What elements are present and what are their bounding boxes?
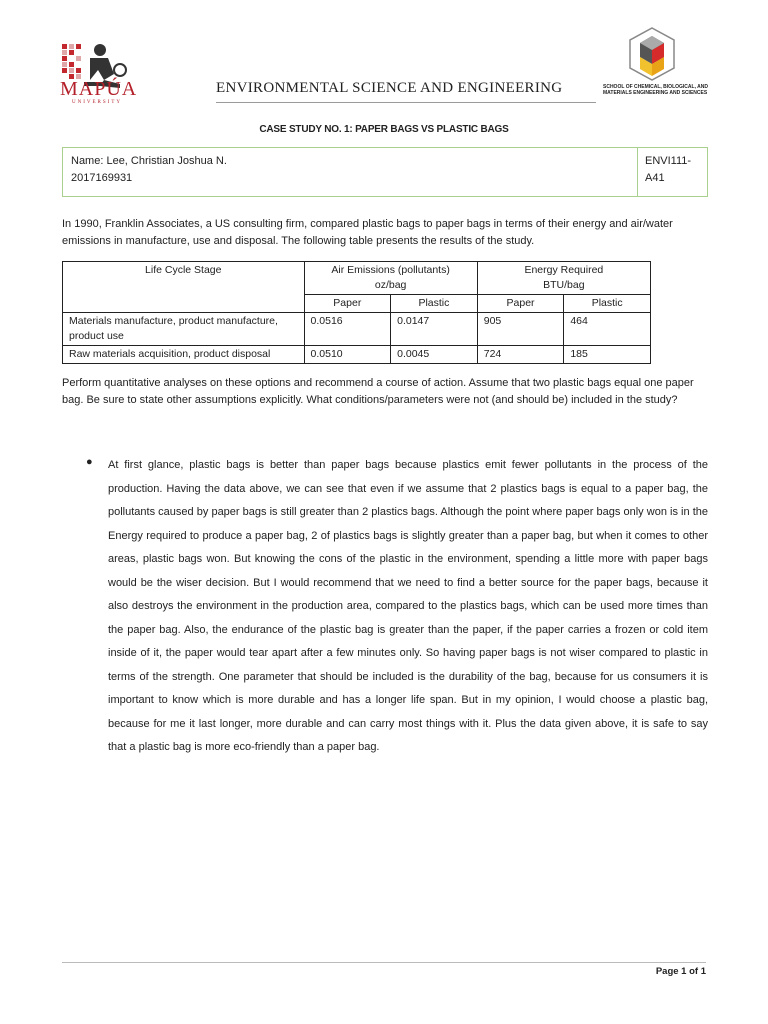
header-life-cycle-stage: Life Cycle Stage <box>63 262 305 313</box>
row-energy-paper: 905 <box>477 313 564 346</box>
subheader-energy-plastic: Plastic <box>564 295 651 313</box>
row-stage: Raw materials acquisition, product disposal <box>63 346 305 364</box>
student-name: Name: Lee, Christian Joshua N. <box>71 155 227 167</box>
header-air-emissions-title: Air Emissions (pollutants) <box>331 264 450 276</box>
subheader-air-paper: Paper <box>304 295 391 313</box>
intro-paragraph: In 1990, Franklin Associates, a US consulting firm, compared plastic bags to paper bags in terms of their energy and air/water emissions in manufacture, use and disposal. The following table presents the results of the study. <box>62 218 673 247</box>
header-air-emissions <box>304 262 477 295</box>
case-study-title: CASE STUDY NO. 1: PAPER BAGS VS PLASTIC BAGS <box>259 124 509 135</box>
school-hexagon-logo-icon <box>626 26 678 82</box>
results-table <box>62 261 651 364</box>
header-divider <box>216 102 596 103</box>
school-name-label: SCHOOL OF CHEMICAL, BIOLOGICAL, AND MATERIALS ENGINEERING AND SCIENCES <box>603 84 708 96</box>
row-energy-plastic: 185 <box>564 346 651 364</box>
row-energy-plastic: 464 <box>564 313 651 346</box>
header-energy-unit: BTU/bag <box>543 279 585 291</box>
course-code <box>645 153 691 187</box>
student-number: 2017169931 <box>71 172 133 184</box>
answer-text: At first glance, plastic bags is better than paper bags because plastics emit fewer pollutants in the process of the production. Having the data above, we can see that even if we assume that 2 plastics bags is equal to a paper bag, the pollutants caused by paper bags is still greater than 2 plastics bags. Although the point where paper bags only won is in the Energy required to produce a paper bag, 2 of plastics bags is slightly greater than a paper bag, but when it comes to other areas, plastic bags won. But knowing the cons of the plastic in the environment, spending a little more with paper bags would be the wiser decision. But I would recommend that we need to find a better source for the paper bags, because it also destroys the environment in the production area, compared to the plastics bags, which can be used more times than the paper bag. Also, the endurance of the plastic bag is greater than the paper, if the paper carries a frozen or cold item inside of it, the paper would tear apart after a few minutes only. So having paper bags is not wiser compared to plastic in terms of the strength. One parameter that should be included is the durability of the bag, because for us consumers it is important to know which is more durable and has a longer life span. But in my opinion, I would choose a plastic bag, because for me it last longer, more durable and can carry most things with it. Plus the data given above, it is safe to say that a plastic bag is more eco-friendly than a paper bag. <box>108 459 708 753</box>
table-header-row <box>63 262 651 295</box>
subheader-air-plastic: Plastic <box>391 295 478 313</box>
mapua-wordmark: MAPÚA <box>60 78 138 100</box>
page-header <box>0 22 768 112</box>
header-air-emissions-unit: oz/bag <box>374 279 407 291</box>
student-info-left-cell <box>63 148 638 196</box>
row-air-paper: 0.0510 <box>304 346 391 364</box>
department-title: ENVIRONMENTAL SCIENCE AND ENGINEERING <box>216 80 563 96</box>
table-row <box>63 346 651 364</box>
row-energy-paper: 724 <box>477 346 564 364</box>
row-air-plastic: 0.0045 <box>391 346 478 364</box>
header-energy-title: Energy Required <box>524 264 604 276</box>
row-air-plastic: 0.0147 <box>391 313 478 346</box>
footer-divider <box>62 962 706 963</box>
course-code-line-1: ENVI111- <box>645 155 692 167</box>
student-info-box <box>62 147 708 197</box>
mapua-university-label: UNIVERSITY <box>72 100 122 105</box>
course-code-line-2: A41 <box>645 172 665 184</box>
header-energy-required <box>477 262 650 295</box>
row-stage: Materials manufacture, product manufacture, product use <box>63 313 305 346</box>
subheader-energy-paper: Paper <box>477 295 564 313</box>
table-row <box>63 313 651 346</box>
page-number: Page 1 of 1 <box>655 966 706 977</box>
question-paragraph: Perform quantitative analyses on these options and recommend a course of action. Assume that two plastic bags equal one paper bag. Be sure to state other assumptions explicitly. What conditions/parameters were not (and should be) included in the study? <box>62 377 694 406</box>
row-air-paper: 0.0516 <box>304 313 391 346</box>
bullet-icon: ● <box>86 456 93 468</box>
